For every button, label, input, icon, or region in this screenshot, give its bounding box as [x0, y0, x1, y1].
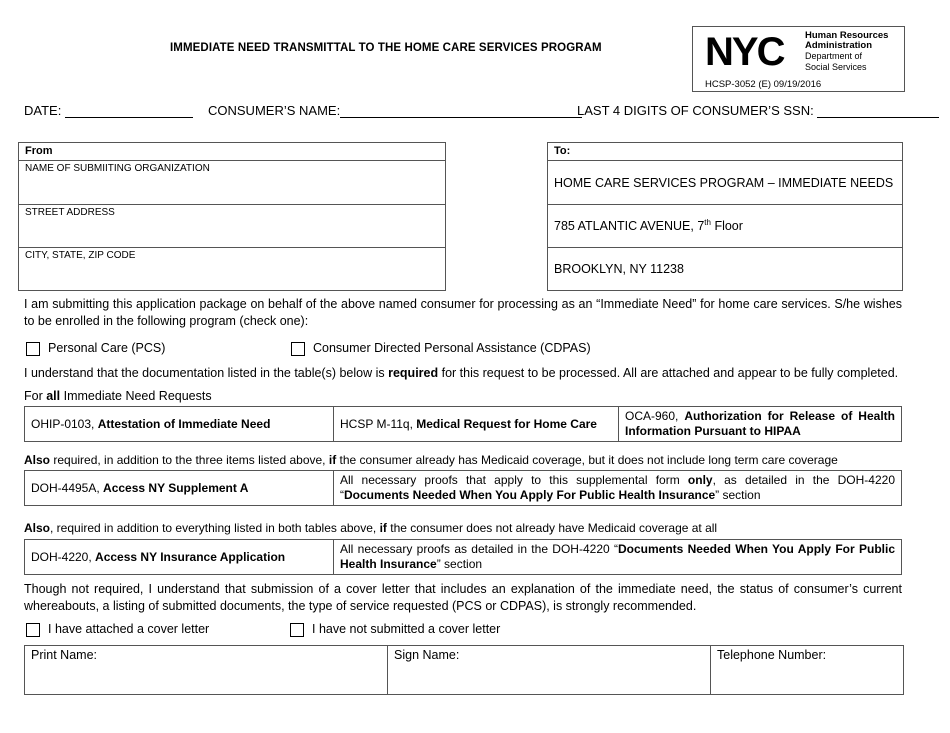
consumer-name-input[interactable] — [340, 105, 582, 118]
doc-oca-960: OCA-960, Authorization for Release of Health Information Pursuant to HIPAA — [619, 407, 902, 442]
date-field: DATE: — [24, 103, 193, 118]
from-header: From — [19, 143, 446, 161]
date-input[interactable] — [65, 105, 193, 118]
insurance-docs-table — [24, 539, 902, 575]
signature-table — [24, 645, 904, 695]
doc-insurance-proofs: All necessary proofs as detailed in the DOH-4220 “Documents Needed When You Apply For Public Health Insurance” section — [334, 540, 902, 575]
telephone-field[interactable]: Telephone Number: — [711, 646, 904, 695]
nyc-logo: NYC — [705, 30, 784, 74]
required-docs-table — [24, 406, 902, 442]
to-street: 785 ATLANTIC AVENUE, 7th Floor — [548, 205, 903, 248]
to-header: To: — [548, 143, 903, 161]
consumer-name-field: CONSUMER’S NAME: — [208, 103, 582, 118]
cover-attached-option[interactable]: I have attached a cover letter — [26, 621, 209, 638]
requirement-statement: I understand that the documentation listed in the table(s) below is required for this request to be processed. All are attached and appear to be fully completed. — [24, 366, 899, 380]
agency-logo-box — [692, 26, 905, 92]
supplement-docs-table — [24, 470, 902, 506]
cdpas-option[interactable]: Consumer Directed Personal Assistance (CDPAS) — [291, 340, 591, 357]
doc-doh-4220: DOH-4220, Access NY Insurance Application — [25, 540, 334, 575]
form-title: IMMEDIATE NEED TRANSMITTAL TO THE HOME CARE SERVICES PROGRAM — [170, 42, 602, 54]
cover-letter-note: Though not required, I understand that submission of a cover letter that includes an explanation of the immediate need, the status of consumer’s current whereabouts, a listing of submitted documents, the type of service requested (PCS or CDPAS), is strongly recommended. — [24, 582, 902, 613]
cover-not-submitted-option[interactable]: I have not submitted a cover letter — [290, 621, 500, 638]
print-name-field[interactable]: Print Name: — [25, 646, 388, 695]
to-box — [547, 142, 903, 291]
city-state-zip-field[interactable]: CITY, STATE, ZIP CODE — [19, 248, 446, 291]
all-requests-heading: For all Immediate Need Requests — [24, 389, 212, 403]
also-no-medicaid-note: Also, required in addition to everything listed in both tables above, if the consumer does not already have Medicaid coverage at all — [24, 521, 718, 535]
pcs-checkbox[interactable] — [26, 342, 40, 356]
doc-ohip-0103: OHIP-0103, Attestation of Immediate Need — [25, 407, 334, 442]
cover-not-submitted-checkbox[interactable] — [290, 623, 304, 637]
ssn-field: LAST 4 DIGITS OF CONSUMER’S SSN: — [577, 103, 939, 118]
cover-attached-checkbox[interactable] — [26, 623, 40, 637]
doc-supplement-proofs: All necessary proofs that apply to this supplemental form only, as detailed in the DOH-4220 “Documents Needed When You Apply For Public Health Insurance” section — [334, 471, 902, 506]
org-name-field[interactable]: NAME OF SUBMIITING ORGANIZATION — [19, 161, 446, 205]
to-program: HOME CARE SERVICES PROGRAM – IMMEDIATE NEEDS — [548, 161, 903, 205]
sign-name-field[interactable]: Sign Name: — [388, 646, 711, 695]
agency-name: Human Resources Administration Department of Social Services — [805, 30, 889, 72]
also-medicaid-note: Also required, in addition to the three items listed above, if the consumer already has Medicaid coverage, but it does not include long term care coverage — [24, 453, 838, 467]
from-box — [18, 142, 446, 291]
ssn-input[interactable] — [817, 105, 939, 118]
to-city: BROOKLYN, NY 11238 — [548, 248, 903, 291]
cdpas-checkbox[interactable] — [291, 342, 305, 356]
form-number: HCSP-3052 (E) 09/19/2016 — [705, 79, 822, 90]
doc-hcsp-m11q: HCSP M-11q, Medical Request for Home Care — [334, 407, 619, 442]
intro-paragraph: I am submitting this application package on behalf of the above named consumer for processing as an “Immediate Need” for home care services. S/he wishes to be enrolled in the following program (check one): — [24, 297, 902, 328]
doc-doh-4495a: DOH-4495A, Access NY Supplement A — [25, 471, 334, 506]
street-address-field[interactable]: STREET ADDRESS — [19, 205, 446, 248]
pcs-option[interactable]: Personal Care (PCS) — [26, 340, 165, 357]
